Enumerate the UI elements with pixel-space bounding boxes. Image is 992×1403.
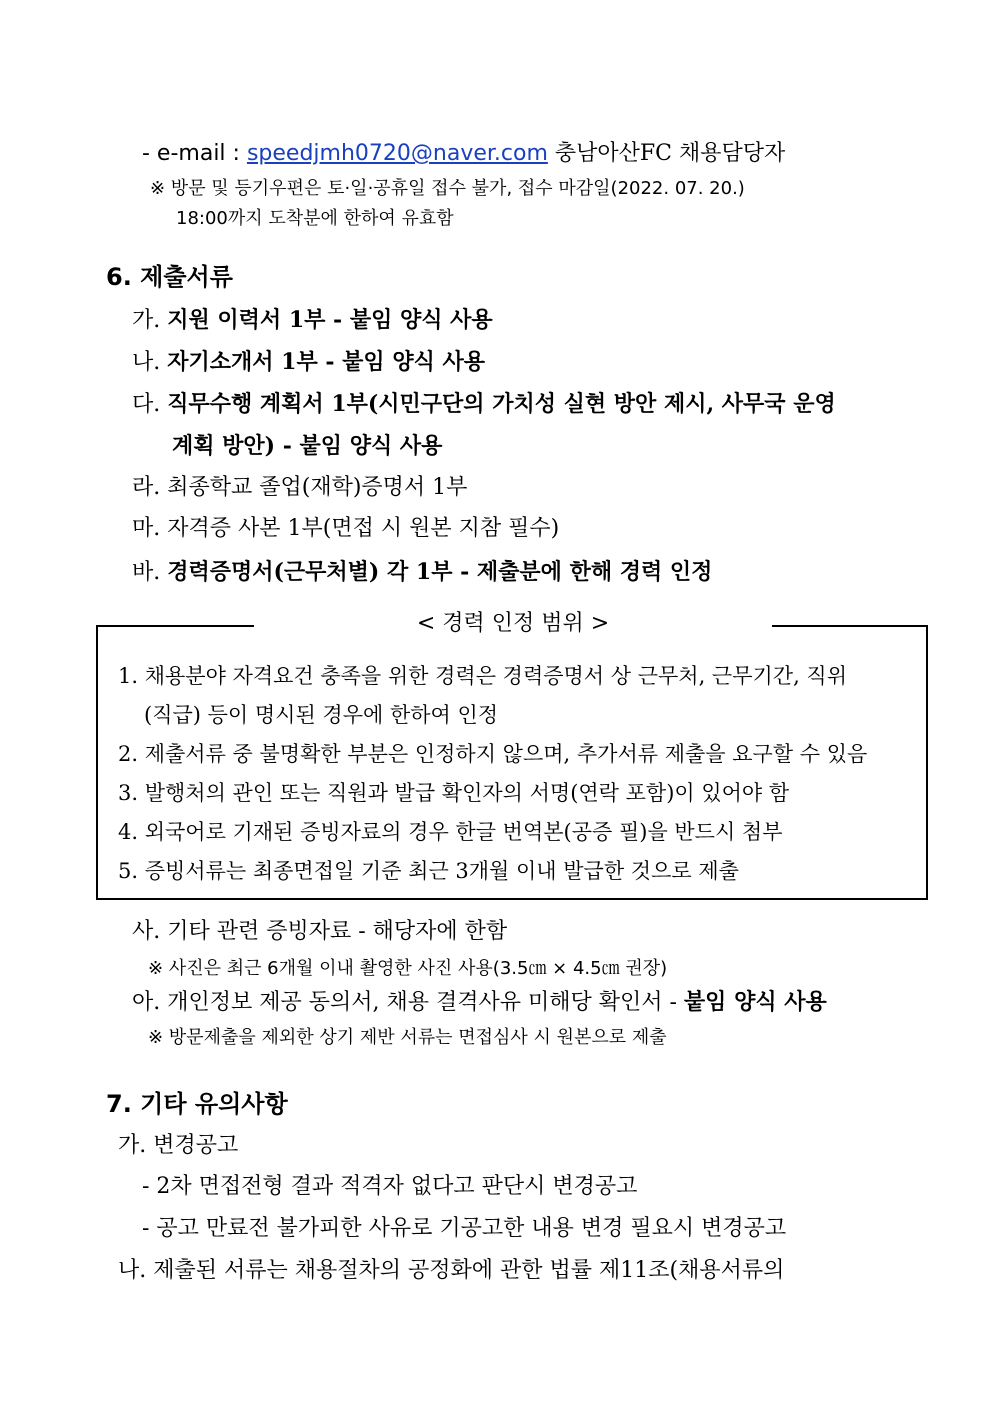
item-a [132, 987, 827, 1018]
item-marker: 가. [132, 308, 168, 333]
list-item-continuation: 계획 방안) - 붙임 양식 사용 [172, 433, 443, 459]
item-text: 경력증명서(근무처별) 각 1부 - 제출분에 한해 경력 인정 [167, 559, 713, 585]
contact-prefix: - e-mail : [142, 141, 247, 166]
list-item [132, 305, 493, 336]
sub-item: - 공고 만료전 불가피한 사유로 기공고한 내용 변경 필요시 변경공고 [142, 1216, 787, 1241]
item-na: 나. 제출된 서류는 채용절차의 공정화에 관한 법률 제11조(채용서류의 [118, 1258, 785, 1283]
sub-item: - 2차 면접전형 결과 적격자 없다고 판단시 변경공고 [142, 1174, 638, 1199]
item-marker: 나. [132, 350, 168, 375]
item-marker: 바. [132, 560, 168, 585]
box-border-right [772, 625, 928, 627]
item-marker: 다. [132, 392, 168, 417]
item-text: 자기소개서 1부 - 붙임 양식 사용 [167, 349, 486, 375]
box-item: 1. 채용분야 자격요건 충족을 위한 경력은 경력증명서 상 근무처, 근무기간, 직위 [118, 664, 848, 688]
item-ga: 가. 변경공고 [118, 1133, 239, 1158]
contact-suffix: 충남아산FC 채용담당자 [547, 141, 786, 166]
box-title: < 경력 인정 범위 > [416, 611, 610, 636]
box-border-left [96, 625, 254, 627]
box-item: 4. 외국어로 기재된 증빙자료의 경우 한글 번역본(공증 필)을 반드시 첨부 [118, 820, 783, 844]
list-item [132, 347, 485, 378]
box-item: 3. 발행처의 관인 또는 직원과 발급 확인자의 서명(연락 포함)이 있어야 함 [118, 781, 790, 805]
list-item [132, 514, 559, 544]
item-marker: 마. [132, 516, 168, 541]
section7-title: 7. 기타 유의사항 [106, 1090, 288, 1118]
note-a: ※ 방문제출을 제외한 상기 제반 서류는 면접심사 시 원본으로 제출 [148, 1027, 667, 1048]
item-marker: 라. [132, 475, 168, 500]
contact-line [142, 139, 785, 169]
box-item: (직급) 등이 명시된 경우에 한하여 인정 [144, 703, 499, 727]
item-text: 자격증 사본 1부(면접 시 원본 지참 필수) [167, 516, 560, 541]
item-text: 최종학교 졸업(재학)증명서 1부 [167, 475, 468, 500]
item-text: 지원 이력서 1부 - 붙임 양식 사용 [167, 307, 493, 333]
box-item: 2. 제출서류 중 불명확한 부분은 인정하지 않으며, 추가서류 제출을 요구할 수 있음 [118, 742, 868, 766]
email-link[interactable]: speedjmh0720@naver.com [246, 141, 548, 166]
contact-note-line1: ※ 방문 및 등기우편은 토·일·공휴일 접수 불가, 접수 마감일(2022. 07. 20.) [150, 178, 745, 199]
note-sa: ※ 사진은 최근 6개월 이내 촬영한 사진 사용(3.5㎝ × 4.5㎝ 권장) [148, 958, 668, 979]
item-sa: 사. 기타 관련 증빙자료 - 해당자에 한함 [132, 919, 508, 944]
list-item [132, 557, 712, 588]
contact-note-line2: 18:00까지 도착분에 한하여 유효함 [176, 208, 454, 229]
list-item [132, 389, 836, 420]
section6-title: 6. 제출서류 [106, 263, 233, 291]
item-a-bold: 붙임 양식 사용 [683, 989, 827, 1015]
box-item: 5. 증빙서류는 최종면접일 기준 최근 3개월 이내 발급한 것으로 제출 [118, 859, 739, 883]
item-a-text: 아. 개인정보 제공 동의서, 채용 결격사유 미해당 확인서 - [132, 990, 684, 1015]
item-text: 직무수행 계획서 1부(시민구단의 가치성 실현 방안 제시, 사무국 운영 [167, 391, 836, 417]
list-item [132, 473, 467, 503]
